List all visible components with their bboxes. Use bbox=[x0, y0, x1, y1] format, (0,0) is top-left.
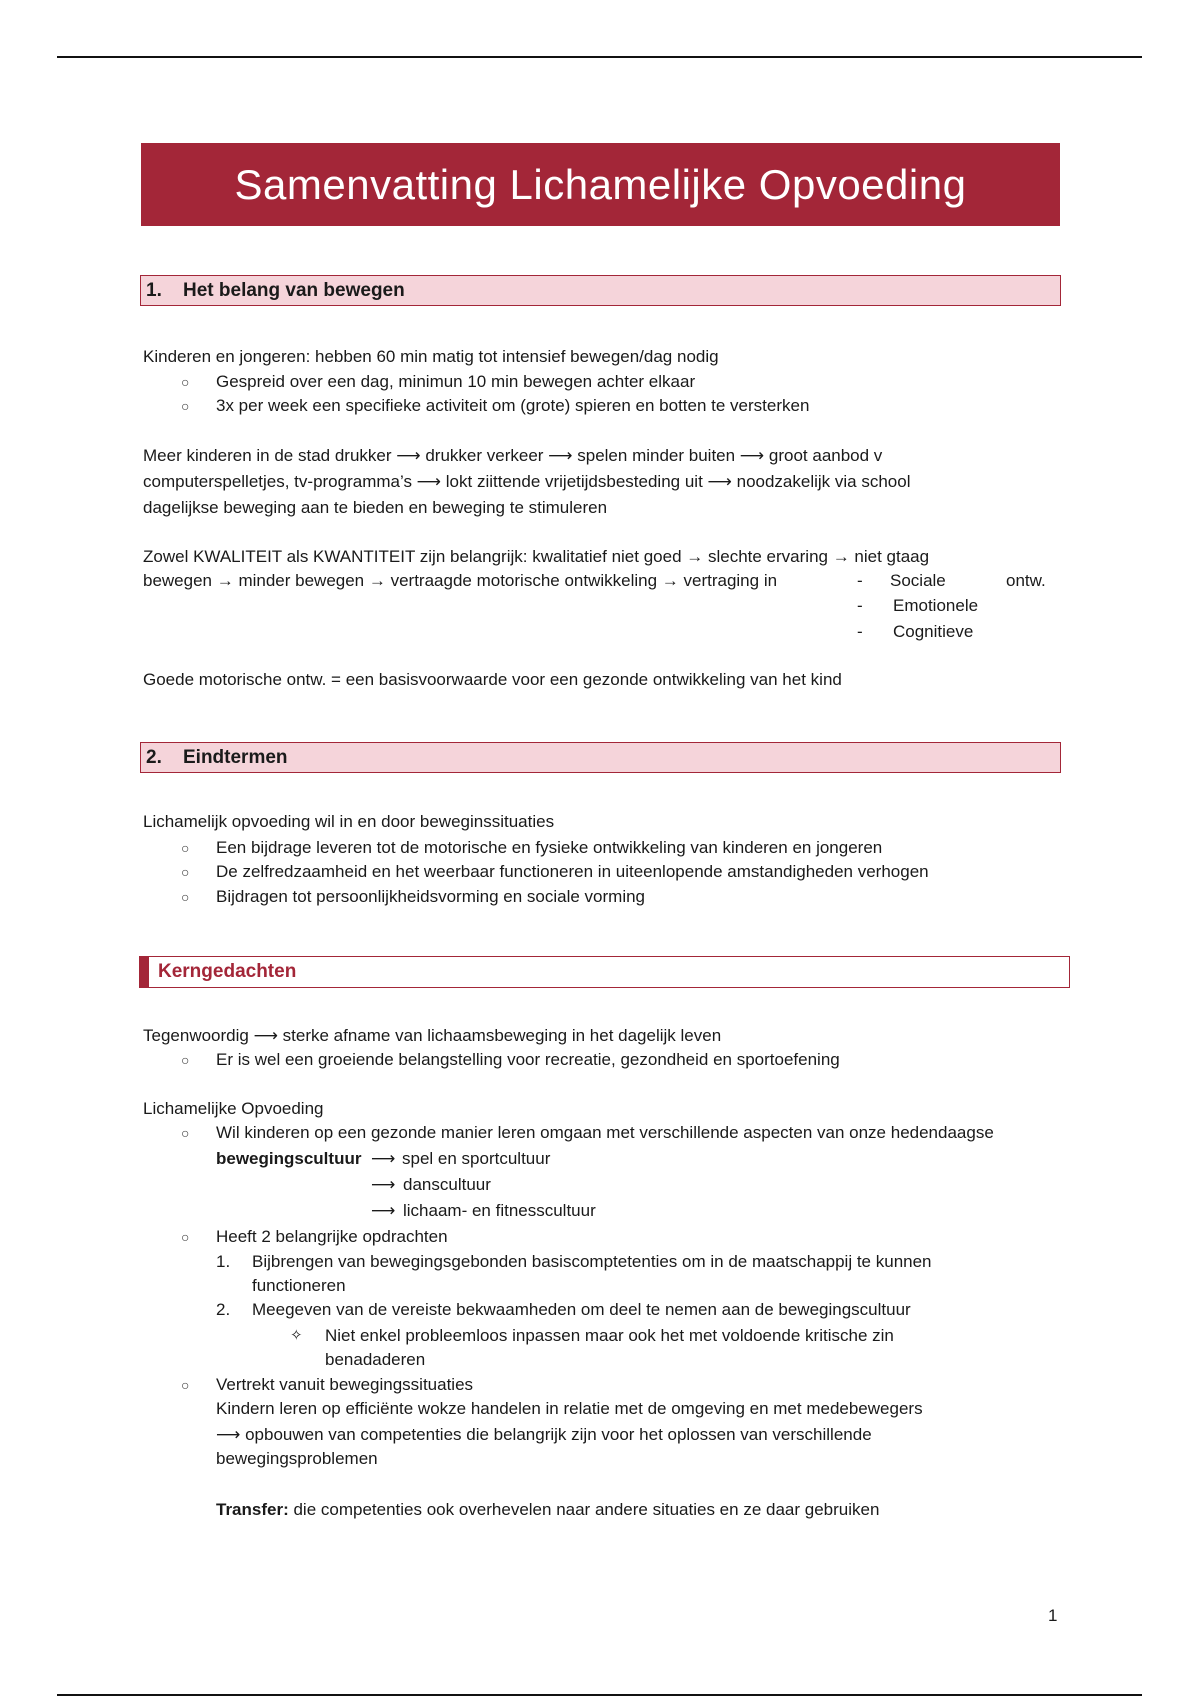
top-rule bbox=[57, 56, 1142, 58]
lo-bullet-3: Vertrekt vanuit bewegingssituaties bbox=[216, 1375, 474, 1394]
section-1-para2-line-3: dagelijkse beweging aan te bieden en beweging te stimuleren bbox=[143, 498, 608, 517]
dev-item-emotional: Emotionele bbox=[893, 596, 979, 615]
dash-marker: - bbox=[857, 622, 863, 641]
bullet-icon: ○ bbox=[181, 864, 190, 880]
section-1-para2-line-2: computerspelletjes, tv-programma’s ⟶ lokt ziittende vrijetijdsbesteding uit ⟶ noodzakelijk via school bbox=[143, 472, 911, 491]
section-1-heading bbox=[140, 275, 1061, 306]
lo-bullet-1-line-1: Wil kinderen op een gezonde manier leren omgaan met verschillende aspecten van onze hedendaagse bbox=[216, 1123, 994, 1142]
bullet-icon: ○ bbox=[181, 1125, 190, 1141]
section-2-title: Eindtermen bbox=[183, 746, 288, 768]
dev-suffix: ontw. bbox=[1006, 571, 1046, 590]
section-1-title: Het belang van bewegen bbox=[183, 279, 405, 301]
dash-marker: - bbox=[857, 571, 863, 590]
bullet-icon: ○ bbox=[181, 840, 190, 856]
section-2-intro: Lichamelijk opvoeding wil in en door beweginssituaties bbox=[143, 812, 555, 831]
task-1-number: 1. bbox=[216, 1252, 231, 1271]
page-number: 1 bbox=[1048, 1606, 1058, 1625]
task-2-sub-line-1: Niet enkel probleemloos inpassen maar ook het met voldoende kritische zin bbox=[325, 1326, 894, 1345]
section-1-para3-line-2: bewegen → minder bewegen → vertraagde motorische ontwikkeling → vertraging in bbox=[143, 571, 778, 590]
section-1-para2-line-1: Meer kinderen in de stad drukker ⟶ drukker verkeer ⟶ spelen minder buiten ⟶ groot aanbod v bbox=[143, 446, 883, 465]
dev-item-social: Sociale bbox=[890, 571, 946, 590]
bullet-icon: ○ bbox=[181, 398, 190, 414]
dash-marker: - bbox=[857, 596, 863, 615]
arrow-icon: ⟶ bbox=[371, 1201, 396, 1220]
lo-bullet-3-text-2: ⟶ opbouwen van competenties die belangrijk zijn voor het oplossen van verschillende bbox=[216, 1425, 872, 1444]
section-1-number: 1. bbox=[146, 279, 162, 301]
section-2-bullet-2: De zelfredzaamheid en het weerbaar functioneren in uiteenlopende amstandigheden verhogen bbox=[216, 862, 929, 881]
section-2-bullet-3: Bijdragen tot persoonlijkheidsvorming en sociale vorming bbox=[216, 887, 646, 906]
lo-bullet-2: Heeft 2 belangrijke opdrachten bbox=[216, 1227, 448, 1246]
section-1-para3-line-1: Zowel KWALITEIT als KWANTITEIT zijn belangrijk: kwalitatief niet goed → slechte ervaring → niet gtaag bbox=[143, 547, 930, 566]
section-2-bullet-1: Een bijdrage leveren tot de motorische en fysieke ontwikkeling van kinderen en jongeren bbox=[216, 838, 883, 857]
transfer-paragraph bbox=[216, 1498, 879, 1522]
kern-line-1: Tegenwoordig ⟶ sterke afname van lichaamsbeweging in het dagelijk leven bbox=[143, 1026, 722, 1045]
lo-bullet-3-text-3: bewegingsproblemen bbox=[216, 1449, 378, 1468]
section-2-heading bbox=[140, 742, 1061, 773]
section-1-intro-bullet-1: Gespreid over een dag, minimun 10 min bewegen achter elkaar bbox=[216, 372, 696, 391]
bullet-icon: ○ bbox=[181, 374, 190, 390]
bullet-icon: ○ bbox=[181, 1229, 190, 1245]
diamond-bullet-icon: ✧ bbox=[290, 1327, 303, 1344]
lo-bullet-3-text-1: Kindern leren op efficiënte wokze handelen in relatie met de omgeving en met medebewegers bbox=[216, 1399, 923, 1418]
dev-item-cognitive: Cognitieve bbox=[893, 622, 974, 641]
section-2-number: 2. bbox=[146, 746, 162, 768]
bullet-icon: ○ bbox=[181, 1377, 190, 1393]
arrow-icon: ⟶ bbox=[371, 1149, 396, 1168]
transfer-label: Transfer: bbox=[216, 1500, 289, 1519]
kerngedachten-heading: Kerngedachten bbox=[139, 956, 1070, 988]
lo-bewegingscultuur: bewegingscultuur bbox=[216, 1149, 362, 1168]
section-1-intro-bullet-2: 3x per week een specifieke activiteit om (grote) spieren en botten te versterken bbox=[216, 396, 810, 415]
culture-2: danscultuur bbox=[403, 1175, 491, 1194]
task-2: Meegeven van de vereiste bekwaamheden om deel te nemen aan de bewegingscultuur bbox=[252, 1300, 911, 1319]
kern-line-1-bullet: Er is wel een groeiende belangstelling voor recreatie, gezondheid en sportoefening bbox=[216, 1050, 840, 1069]
document-title: Samenvatting Lichamelijke Opvoeding bbox=[141, 143, 1060, 226]
bullet-icon: ○ bbox=[181, 1052, 190, 1068]
culture-3: lichaam- en fitnesscultuur bbox=[403, 1201, 596, 1220]
culture-1: spel en sportcultuur bbox=[402, 1149, 551, 1168]
lo-label: Lichamelijke Opvoeding bbox=[143, 1099, 324, 1118]
task-1-line-2: functioneren bbox=[252, 1276, 346, 1295]
bullet-icon: ○ bbox=[181, 889, 190, 905]
task-2-number: 2. bbox=[216, 1300, 231, 1319]
bottom-rule bbox=[57, 1694, 1142, 1696]
section-1-intro: Kinderen en jongeren: hebben 60 min matig tot intensief bewegen/dag nodig bbox=[143, 347, 719, 366]
task-1-line-1: Bijbrengen van bewegingsgebonden basiscomptetenties om in de maatschappij te kunnen bbox=[252, 1252, 932, 1271]
section-1-conclusion: Goede motorische ontw. = een basisvoorwaarde voor een gezonde ontwikkeling van het kind bbox=[143, 670, 842, 689]
task-2-sub-line-2: benadaderen bbox=[325, 1350, 426, 1369]
arrow-icon: ⟶ bbox=[371, 1175, 396, 1194]
transfer-text: die competenties ook overhevelen naar andere situaties en ze daar gebruiken bbox=[288, 1500, 880, 1519]
